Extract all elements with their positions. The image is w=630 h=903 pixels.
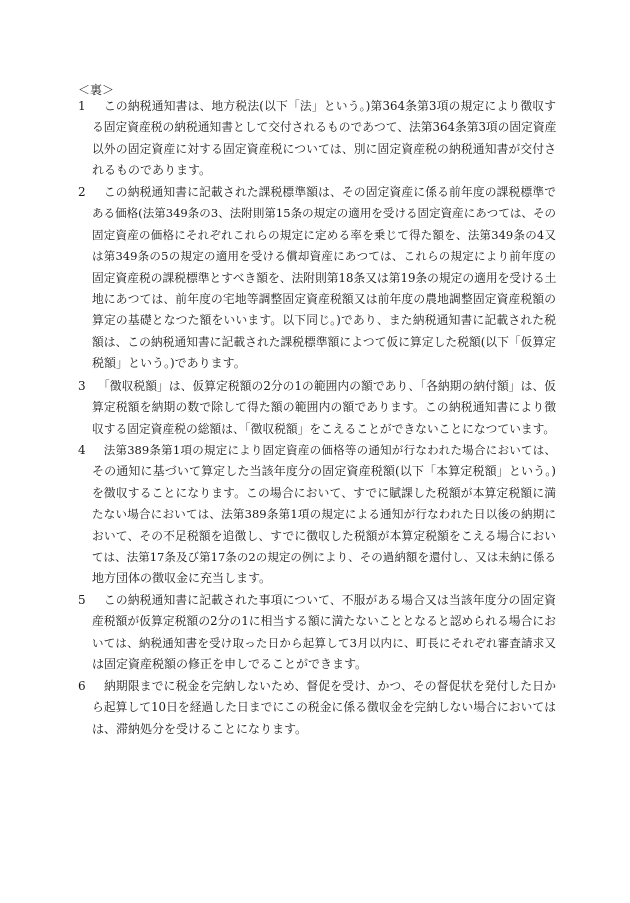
- item-line: たない場合においては、法第389条第1項の規定による通知が行なわれた日以後の納期に: [92, 507, 556, 522]
- item-number: 4: [78, 443, 86, 457]
- item-line: 納期限までに税金を完納しないため、督促を受け、かつ、その督促状を発付した日か: [92, 679, 556, 693]
- item-line: 収する固定資産税の総額は、「徴収税額」をこえることができないことになつています。: [92, 421, 556, 436]
- notice-item-2: [78, 182, 556, 375]
- item-line: れるものであります。: [92, 163, 212, 178]
- item-line: ては、法第17条及び第17条の2の規定の例により、その過納額を還付し、又は未納に係る: [92, 549, 556, 564]
- item-number: 1: [78, 99, 86, 113]
- notice-item-1: [78, 96, 556, 182]
- item-line: 法第389条第1項の規定により固定資産の価格等の通知が行なわれた場合においては、: [92, 443, 556, 457]
- item-line: は第349条の5の規定の適用を受ける償却資産にあつては、これらの規定により前年度の: [92, 249, 556, 264]
- item-line: ある価格(法第349条の3、法附則第15条の規定の適用を受ける固定資産にあつては、その: [92, 206, 556, 221]
- item-line: 算定の基礎となつた額をいいます。以下同じ。)であり、また納税通知書に記載された税: [92, 313, 556, 328]
- item-line: 地にあつては、前年度の宅地等調整固定資産税額又は前年度の農地調整固定資産税額の: [92, 291, 556, 306]
- item-line: を徴収することになります。この場合において、すでに賦課した税額が本算定税額に満: [92, 485, 556, 500]
- item-line: 以外の固定資産に対する固定資産税については、別に固定資産税の納税通知書が交付さ: [92, 141, 556, 156]
- item-line: 算定税額を納期の数で除して得た額の範囲内の額であります。この納税通知書により徴: [92, 400, 556, 415]
- item-line: 産税額が仮算定税額の2分の1に相当する額に満たないこととなると認められる場合にお: [92, 614, 556, 629]
- page-heading: ＜裏＞: [78, 83, 115, 97]
- item-line: いては、納税通知書を受け取った日から起算して3月以内に、町長にそれぞれ審査請求又: [92, 635, 556, 650]
- item-number: 3: [78, 379, 86, 393]
- item-line: は固定資産税額の修正を申しでることができます。: [92, 657, 368, 672]
- notice-item-4: [78, 440, 556, 590]
- item-line: この納税通知書に記載された事項について、不服がある場合又は当該年度分の固定資: [92, 593, 556, 607]
- item-line: 「徴収税額」は、仮算定税額の2分の1の範囲内の額であり、「各納期の納付額」は、仮: [92, 379, 556, 393]
- item-line: ら起算して10日を経過した日までにこの税金に係る徴収金を完納しない場合においては: [92, 700, 556, 715]
- item-line: おいて、その不足税額を追徴し、すでに徴収した税額が本算定税額をこえる場合におい: [92, 528, 556, 543]
- item-line: は、滞納処分を受けることになります。: [92, 721, 308, 736]
- item-line: 固定資産税の課税標準とすべき額を、法附則第18条又は第19条の規定の適用を受ける土: [92, 270, 556, 285]
- notice-item-3: [78, 376, 556, 440]
- item-number: 2: [78, 185, 86, 199]
- item-number: 6: [78, 679, 86, 693]
- item-line: 額は、この納税通知書に記載された課税標準額によつて仮に算定した税額(以下「仮算定: [92, 334, 556, 349]
- item-line: る固定資産税の納税通知書として交付されるものであつて、法第364条第3項の固定資産: [92, 120, 556, 135]
- item-number: 5: [78, 593, 86, 607]
- notice-item-6: [78, 676, 556, 740]
- item-line: 固定資産の価格にそれぞれこれらの規定に定める率を乗じて得た額を、法第349条の4又: [92, 227, 556, 242]
- item-line: この納税通知書に記載された課税標準額は、その固定資産に係る前年度の課税標準で: [92, 185, 556, 199]
- notice-item-5: [78, 590, 556, 676]
- item-line: 地方団体の徴収金に充当します。: [92, 571, 272, 586]
- item-line: その通知に基づいて算定した当該年度分の固定資産税額(以下「本算定税額」という。): [92, 464, 556, 479]
- item-line: この納税通知書は、地方税法(以下「法」という。)第364条第3項の規定により徴収す: [92, 99, 556, 113]
- item-line: 税額」という。)であります。: [92, 356, 246, 371]
